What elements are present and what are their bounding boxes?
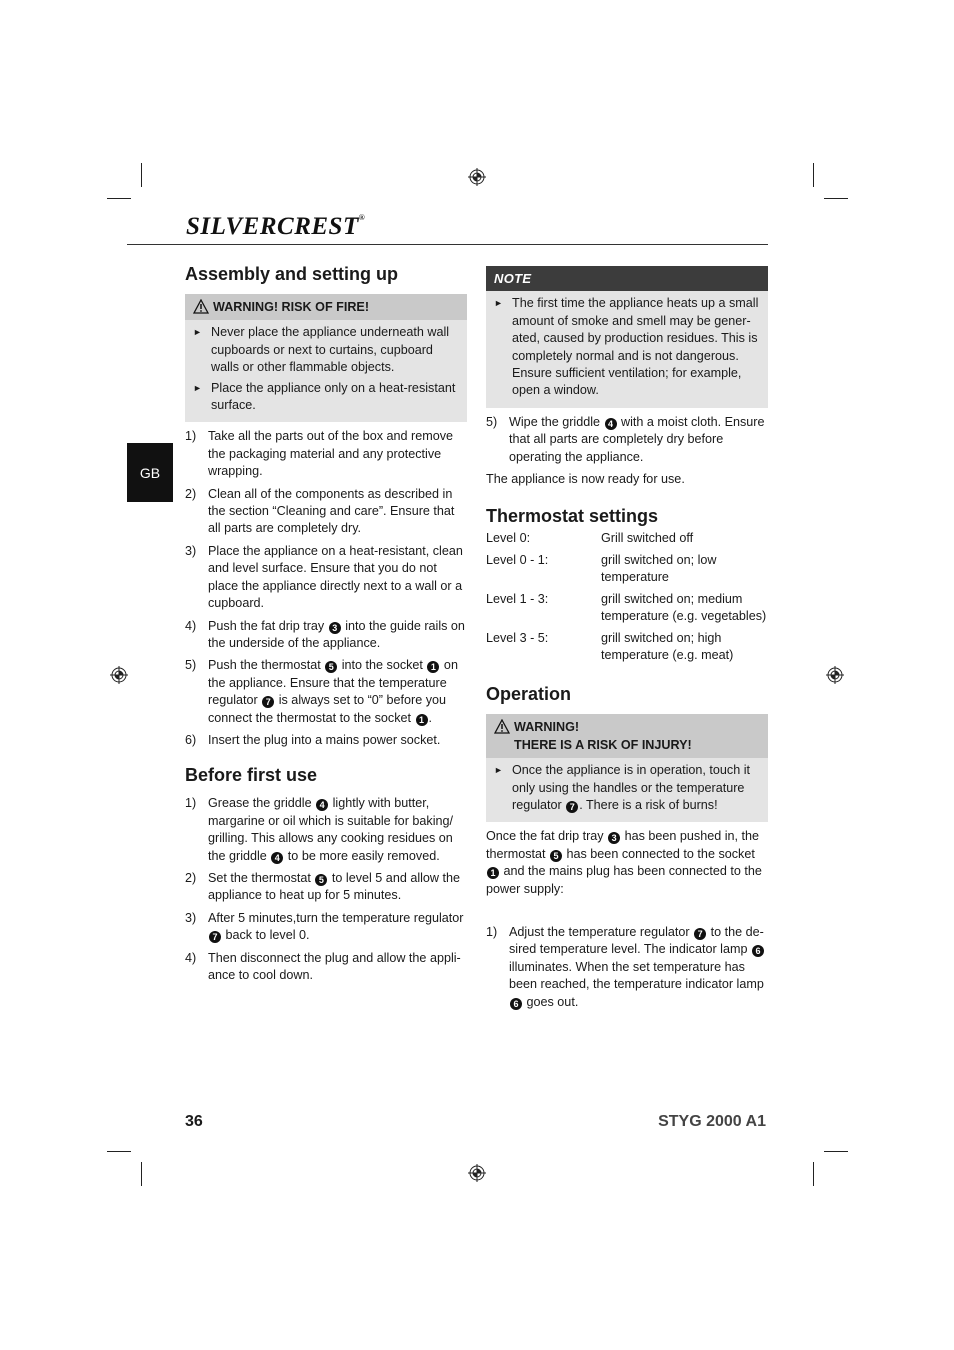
thermostat-row — [486, 591, 768, 626]
step-number: 4) — [185, 950, 197, 965]
crop-mark — [813, 163, 814, 187]
step-number: 2) — [185, 486, 197, 501]
crop-mark — [824, 198, 848, 199]
step-number: 1) — [185, 429, 197, 444]
part-number-badge: 7 — [566, 801, 578, 813]
thermostat-level: Level 1 - 3: — [486, 591, 549, 606]
fire-warning-bullets — [185, 320, 467, 422]
bullet-arrow-icon: ► — [494, 298, 503, 309]
note-head: NOTE — [486, 266, 768, 291]
fire-warning-head — [185, 294, 467, 320]
step-number: 3) — [185, 543, 197, 558]
injury-warning-bullets — [486, 758, 768, 822]
bullet-text: The first time the appliance heats up a small amount of smoke and smell may be gener- ated, caused by production residues. This is completely normal and is not dangerous. Ensure sufficient ventilation; for example, open a window. — [512, 296, 759, 398]
header-rule — [127, 244, 768, 245]
part-number-badge: 5 — [325, 661, 337, 673]
bullet-arrow-icon: ► — [193, 382, 202, 393]
page-number: 36 — [185, 1113, 203, 1130]
step-text: Push the thermostat 5 into the socket 1 on the appliance. Ensure that the temperature regulator 7 is always set to “0” before you connect the thermostat to the socket 1 . — [208, 658, 458, 725]
section-title-thermostat: Thermostat settings — [486, 506, 659, 527]
step-item — [185, 486, 467, 538]
fire-warning-title: WARNING! RISK OF FIRE! — [213, 300, 370, 314]
bullet-item — [494, 295, 760, 399]
step-item — [185, 428, 467, 480]
step-number: 5) — [185, 658, 197, 673]
thermostat-description: grill switched on; medium temperature (e.g. vegetables) — [601, 591, 767, 624]
thermostat-row — [486, 530, 768, 547]
part-number-badge: 1 — [416, 714, 428, 726]
note-bullets — [486, 291, 768, 407]
step-number: 1) — [185, 796, 197, 811]
bullet-arrow-icon: ► — [193, 327, 202, 338]
thermostat-row — [486, 552, 768, 587]
bullet-arrow-icon: ► — [494, 765, 503, 776]
thermostat-level: Level 3 - 5: — [486, 630, 549, 645]
step-number: 3) — [185, 910, 197, 925]
thermostat-description: grill switched on; high temperature (e.g. meat) — [601, 630, 734, 662]
registration-mark-icon — [468, 1164, 486, 1182]
part-number-badge: 3 — [608, 832, 620, 844]
bullet-item — [193, 380, 459, 415]
step-text: Clean all of the components as described in the section “Cleaning and care”. Ensure that all parts are completely dry. — [208, 486, 455, 536]
step-text: Push the fat drip tray 3 into the guide rails on the underside of the appliance. — [208, 618, 465, 650]
model-number: STYG 2000 A1 — [658, 1113, 766, 1130]
injury-warning-head — [486, 714, 768, 758]
operation-steps — [486, 924, 768, 1011]
part-number-badge: 4 — [271, 852, 283, 864]
section-title-before-first-use: Before first use — [185, 765, 318, 786]
step-item — [185, 795, 467, 865]
warning-triangle-icon — [494, 719, 510, 734]
injury-warning-title — [514, 719, 692, 754]
step-item — [185, 732, 467, 749]
injury-warning-line2: THERE IS A RISK OF INJURY! — [514, 737, 692, 752]
step-number: 6) — [185, 732, 197, 747]
step-number: 5) — [486, 414, 498, 429]
injury-warning-box — [486, 714, 768, 822]
step-item — [185, 870, 467, 905]
registration-mark-icon — [468, 168, 486, 186]
bullet-text: Never place the appliance underneath wall cupboards or next to curtains, cupboard walls or other flammable objects. — [211, 325, 450, 375]
step-number: 2) — [185, 870, 197, 885]
registration-mark-icon — [110, 666, 128, 684]
injury-warning-line1: WARNING! — [514, 720, 580, 735]
part-number-badge: 3 — [329, 622, 341, 634]
warning-triangle-icon — [193, 299, 209, 314]
bullet-item — [193, 324, 459, 376]
crop-mark — [824, 1151, 848, 1152]
part-number-badge: 6 — [510, 998, 522, 1010]
thermostat-table — [486, 530, 768, 664]
thermostat-level: Level 0 - 1: — [486, 552, 549, 567]
step-item — [185, 950, 467, 985]
bullet-text: Once the appliance is in operation, touch it only using the handles or the temperature regulator 7 . There is a risk of burns! — [512, 763, 751, 812]
step-text: Wipe the griddle 4 with a moist cloth. Ensure that all parts are completely dry before operating the appliance. — [509, 414, 765, 464]
step-text: Then disconnect the plug and allow the appli- ance to cool down. — [208, 950, 461, 982]
step-number: 1) — [486, 924, 498, 939]
note-step-5 — [486, 414, 768, 466]
part-number-badge: 5 — [550, 850, 562, 862]
step-text: Set the thermostat 5 to level 5 and allow the appliance to heat up for 5 minutes. — [208, 870, 461, 903]
crop-mark — [107, 198, 131, 199]
step-item — [185, 910, 467, 945]
step-item — [486, 414, 768, 466]
ready-text: The appliance is now ready for use. — [486, 472, 685, 487]
crop-mark — [141, 163, 142, 187]
note-box — [486, 266, 768, 408]
step-text: Insert the plug into a mains power socket. — [208, 732, 441, 747]
step-text: After 5 minutes,turn the temperature regulator 7 back to level 0. — [208, 910, 464, 943]
part-number-badge: 4 — [316, 799, 328, 811]
left-column — [185, 262, 467, 989]
part-number-badge: 7 — [209, 931, 221, 943]
step-item — [185, 657, 467, 727]
assembly-steps — [185, 428, 467, 749]
crop-mark — [813, 1162, 814, 1186]
right-column — [486, 266, 768, 1016]
before-first-use-steps — [185, 795, 467, 984]
bullet-text: Place the appliance only on a heat-resistant surface. — [211, 380, 456, 413]
step-text: Adjust the temperature regulator 7 to the de- sired temperature level. The indicator lamp 6 illuminates. When the set temperature has been reached, the temperature indicator lamp 6 goes out. — [509, 924, 764, 1009]
step-item — [185, 618, 467, 653]
operation-intro: Once the fat drip tray 3 has been pushed in, the thermostat 5 has been connected to the socket 1 and the mains plug has been connected to the power supply: — [486, 829, 762, 896]
thermostat-description: grill switched on; low temperature — [601, 552, 717, 585]
step-item — [486, 924, 768, 1011]
step-text: Take all the parts out of the box and remove the packaging material and any protective wrapping. — [208, 429, 454, 479]
thermostat-row — [486, 630, 768, 665]
part-number-badge: 4 — [605, 418, 617, 430]
part-number-badge: 6 — [752, 945, 764, 957]
step-number: 4) — [185, 618, 197, 633]
part-number-badge: 7 — [262, 696, 274, 708]
registration-mark-icon — [826, 666, 844, 684]
section-title-assembly: Assembly and setting up — [185, 264, 399, 284]
part-number-badge: 1 — [427, 661, 439, 673]
bullet-item — [494, 762, 760, 814]
step-text: Place the appliance on a heat-resistant, clean and level surface. Ensure that you do not place the appliance directly next to a wall or a cupboard. — [208, 543, 463, 611]
thermostat-description: Grill switched off — [601, 531, 694, 546]
thermostat-level: Level 0: — [486, 531, 531, 546]
section-title-operation: Operation — [486, 684, 572, 705]
step-item — [185, 543, 467, 613]
part-number-badge: 1 — [487, 867, 499, 879]
part-number-badge: 5 — [315, 874, 327, 886]
part-number-badge: 7 — [694, 928, 706, 940]
fire-warning-box — [185, 294, 467, 422]
crop-mark — [141, 1162, 142, 1186]
crop-mark — [107, 1151, 131, 1152]
step-text: Grease the griddle 4 lightly with butter, margarine or oil which is suitable for baking/ grilling. This allows any cooking residues on the griddle 4 to be more easily removed. — [208, 796, 453, 863]
language-tab: GB — [127, 443, 173, 502]
brand-logo: SILVERCREST® — [186, 213, 366, 240]
